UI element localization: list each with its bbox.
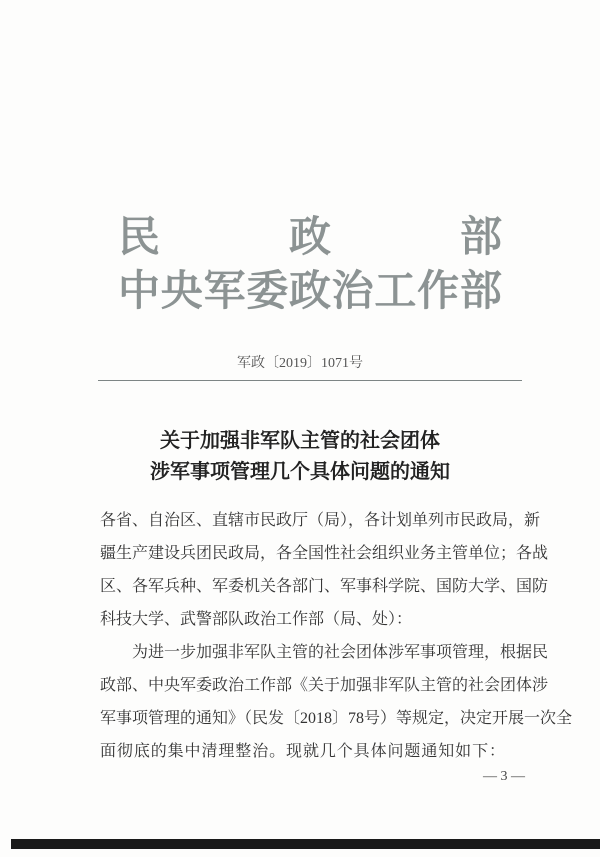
body-line: 科技大学、武警部队政治工作部（局、处）： — [100, 611, 413, 628]
issuer-char: 委 — [246, 269, 289, 315]
document-number: 军政〔2019〕1071号 — [237, 356, 363, 371]
document-title-line-2: 涉军事项管理几个具体问题的通知 — [150, 461, 450, 483]
issuer-name-ministry-civil-affairs — [118, 204, 502, 261]
issuer-char: 政 — [288, 269, 331, 315]
document-title-line-1: 关于加强非军队主管的社会团体 — [160, 430, 440, 452]
page-number: — 3 — — [483, 769, 525, 784]
issuer-char: 民 — [118, 215, 161, 261]
issuer-char: 部 — [459, 215, 502, 261]
header-divider — [98, 380, 522, 381]
body-line: 区、各军兵种、军委机关各部门、军事科学院、国防大学、国防 — [100, 578, 549, 595]
issuer-char: 作 — [417, 269, 460, 315]
issuer-char: 政 — [288, 215, 331, 261]
issuer-name-political-work-dept — [118, 258, 502, 315]
body-line: 为进一步加强非军队主管的社会团体涉军事项管理，根据民 — [132, 644, 549, 661]
issuer-char: 治 — [331, 269, 374, 315]
issuer-char: 部 — [459, 269, 502, 315]
issuer-char: 军 — [203, 269, 246, 315]
body-line: 政部、中央军委政治工作部《关于加强非军队主管的社会团体涉 — [100, 677, 549, 694]
body-line: 各省、自治区、直辖市民政厅（局），各计划单列市民政局，新 — [100, 512, 541, 529]
issuer-char: 央 — [160, 269, 203, 315]
scan-edge-bar — [11, 839, 600, 849]
body-line: 疆生产建设兵团民政局，各全国性社会组织业务主管单位；各战 — [100, 545, 549, 562]
issuer-char: 中 — [118, 269, 161, 315]
issuer-char: 工 — [374, 269, 417, 315]
body-line: 军事项管理的通知》（民发〔2018〕78号）等规定，决定开展一次全 — [100, 710, 573, 727]
body-line: 面彻底的集中清理整治。现就几个具体问题通知如下： — [100, 743, 505, 760]
